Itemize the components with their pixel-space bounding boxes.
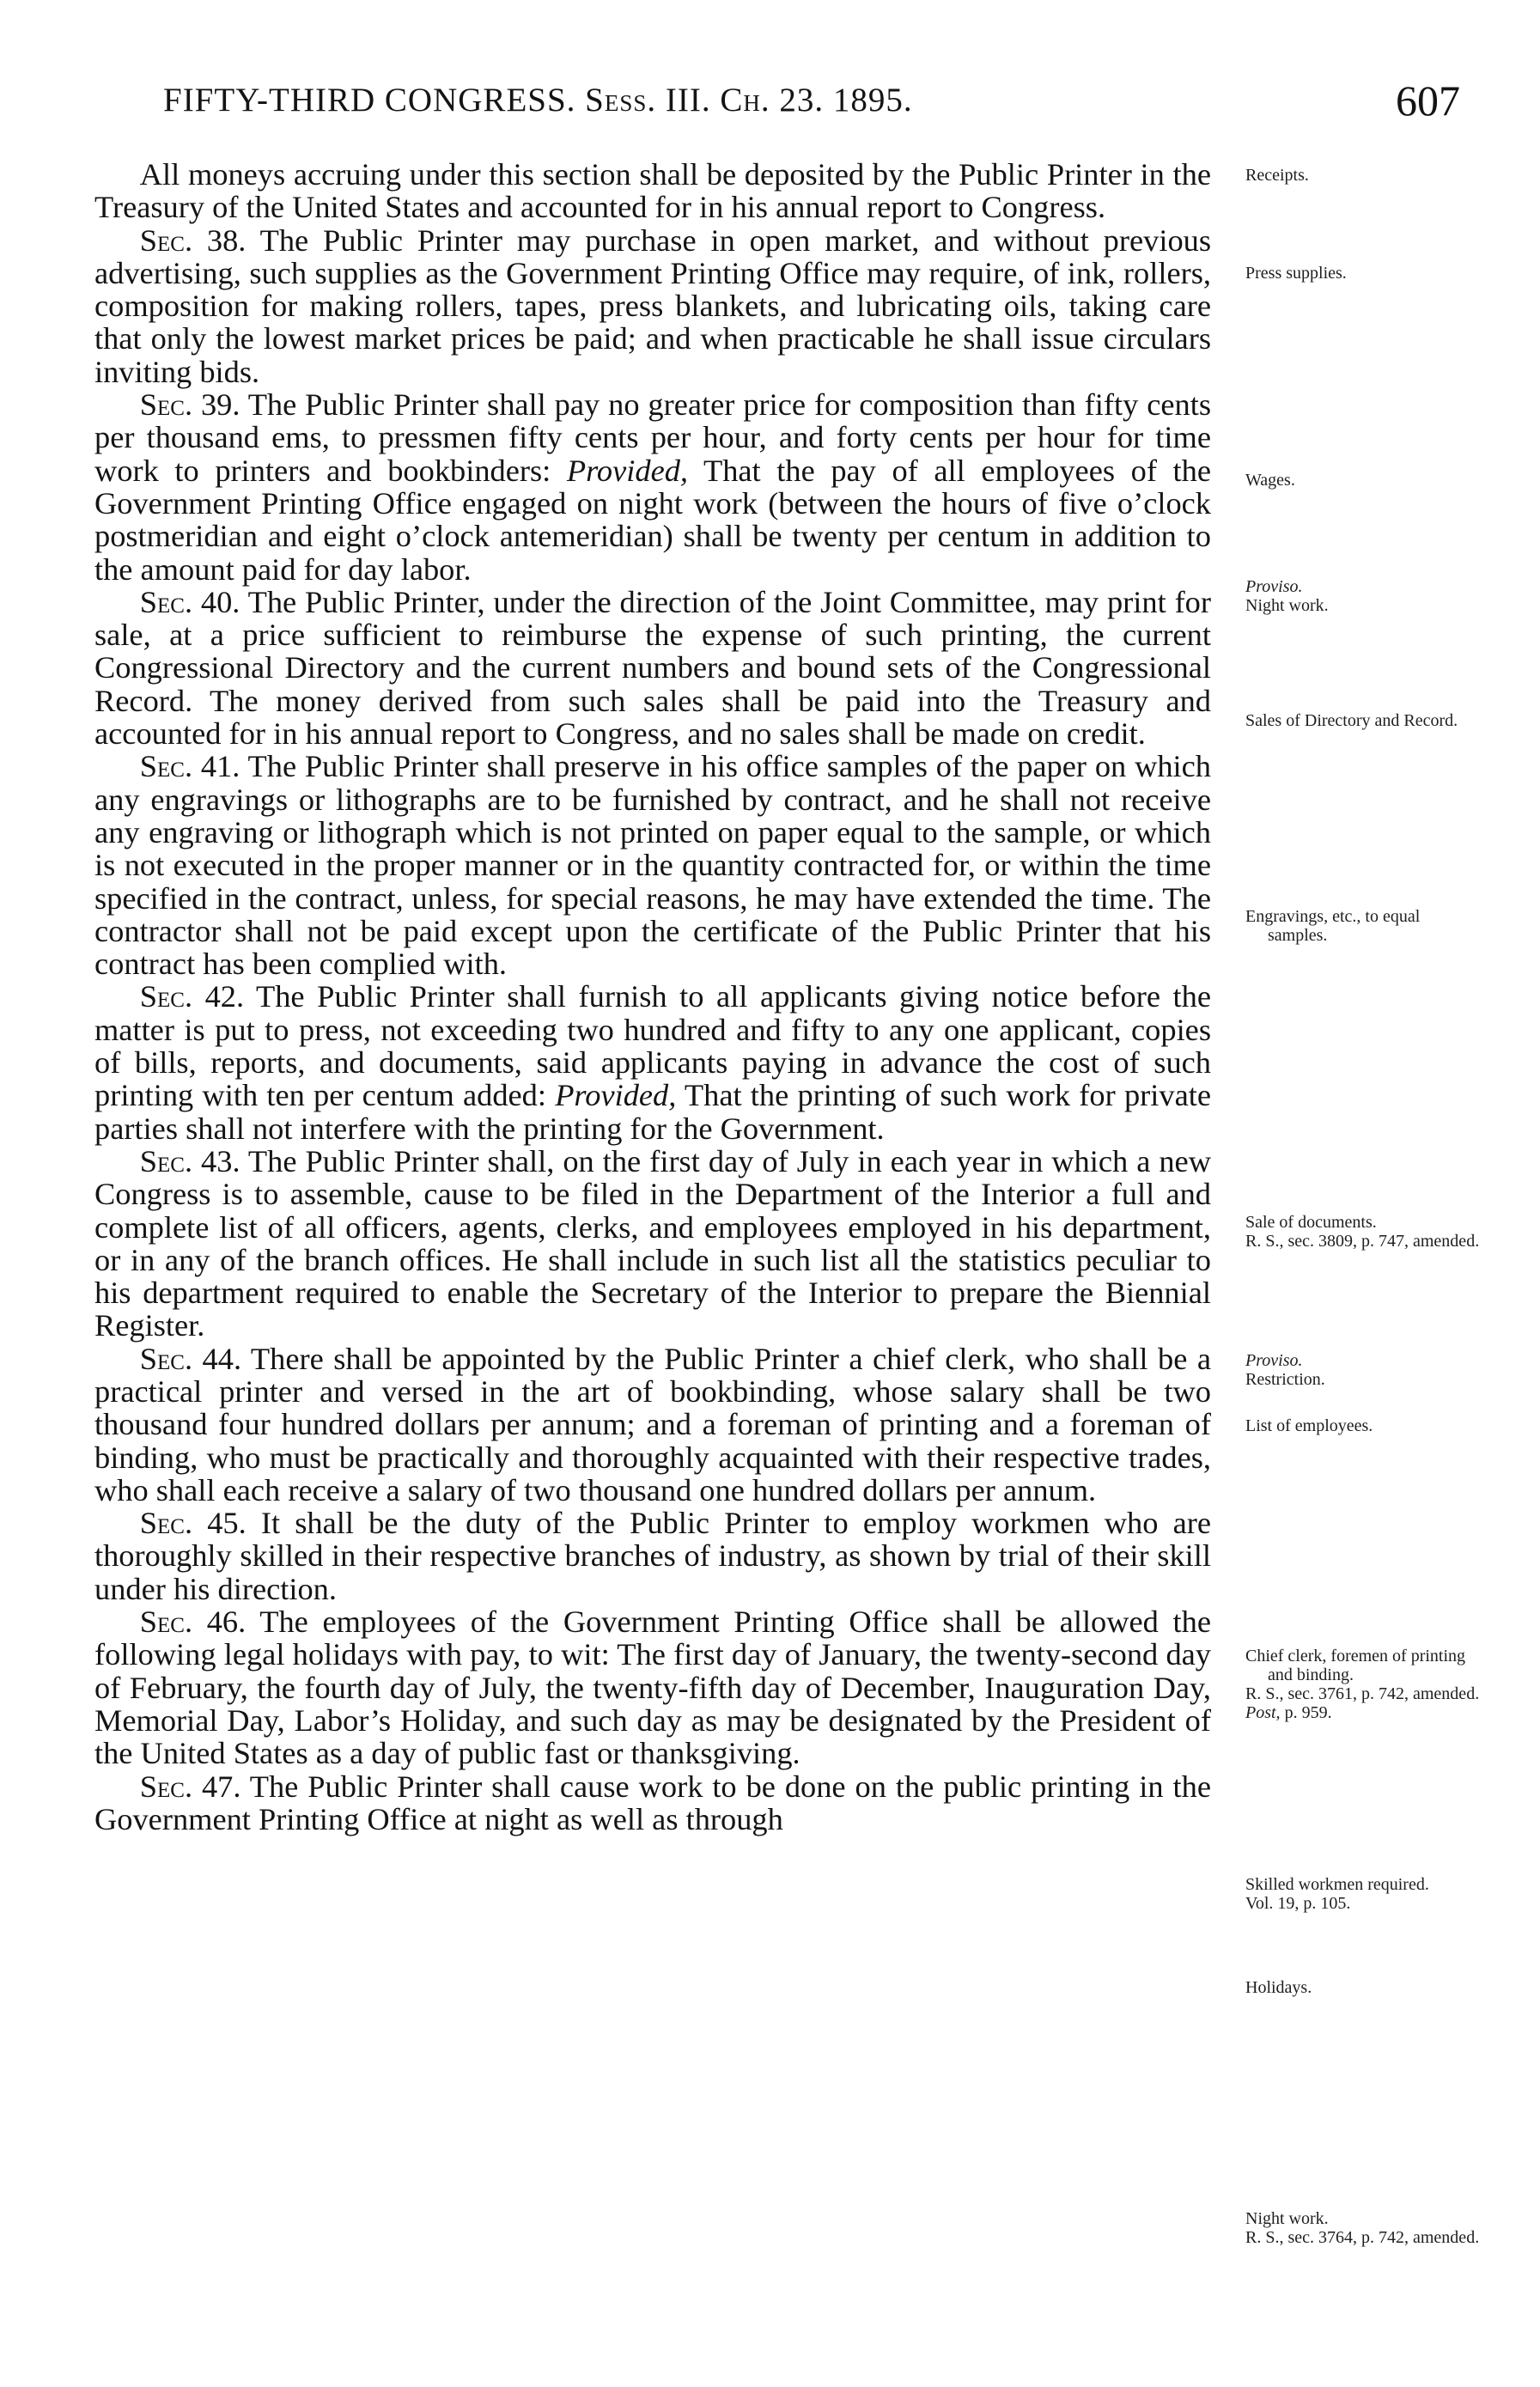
section-39: [94, 388, 1211, 586]
margin-note-skilled-workmen: [1245, 1875, 1477, 1913]
margin-note-line: Chief clerk, foremen of printing and binding.: [1245, 1647, 1466, 1684]
margin-note-night-work: [1245, 2209, 1486, 2247]
margin-note-line: Night work.: [1245, 2209, 1329, 2228]
section-43: [94, 1145, 1211, 1343]
proviso-word: Provided,: [555, 1078, 677, 1113]
margin-note-proviso: [1245, 577, 1503, 596]
section-text: The Public Printer shall furnish to all applicants giving notice before the matter is put to press, not exceeding two hundred and fifty to any one applicant, copies of bills, reports, and documents, said applicants paying in advance the cost of such printing with ten per centum added:: [94, 979, 1211, 1113]
margin-note-proviso-restriction: [1245, 1351, 1503, 1389]
section-number: Sec. 40.: [139, 584, 240, 619]
margin-note-citation: R. S., sec. 3764, p. 742, amended.: [1245, 2228, 1480, 2247]
margin-note-line: Holidays.: [1245, 1978, 1312, 1997]
section-text: The Public Printer, under the direction of the Joint Committee, may print for sale, at a price sufficient to reimburse the expense of such printing, the current Congressional Directory and the current numbers and bound sets of the Congressional Record. The money derived from such sales shall be paid into the Treasury and accounted for in his annual report to Congress, and no sales shall be made on credit.: [94, 584, 1212, 752]
margin-note-list-of-employees: [1245, 1416, 1503, 1435]
margin-note-wages: [1245, 471, 1503, 490]
paragraph-receipts: [94, 158, 1211, 224]
section-text: There shall be appointed by the Public Printer a chief clerk, who shall be a practical printer and versed in the art of bookbinding, whose salary shall be two thousand four hundred dollars per annum; and a foreman of printing and a foreman of binding, who must be practically and thoroughly acquainted with their respective trades, who shall each receive a salary of two thousand one hundred dollars per annum.: [94, 1341, 1212, 1507]
margin-note-receipts: [1245, 166, 1503, 185]
margin-note-citation: Vol. 19, p. 105.: [1245, 1894, 1351, 1913]
section-text: It shall be the duty of the Public Printer to employ workmen who are thoroughly skilled in their respective branches of industry, as shown by trial of their skill under his direction.: [94, 1506, 1211, 1606]
section-text: The Public Printer may purchase in open market, and without previous advertising, such supplies as the Government Printing Office may require, of ink, rollers, composition for making rollers, tapes, press blankets, and lubricating oils, taking care that only the lowest market prices be paid; and when practicable he shall issue circulars inviting bids.: [94, 222, 1211, 389]
margin-note-sale-of-documents: [1245, 1213, 1486, 1251]
margin-note-chief-clerk: [1245, 1647, 1486, 1722]
section-number: Sec. 39.: [139, 387, 240, 423]
section-38: [94, 224, 1211, 388]
page-number: 607: [1396, 76, 1460, 125]
running-title: FIFTY-THIRD CONGRESS. Sess. III. Ch. 23. 1895.: [163, 82, 913, 119]
post-word: Post,: [1245, 1703, 1281, 1722]
section-number: Sec. 42.: [139, 979, 245, 1014]
section-number: Sec. 46.: [139, 1605, 247, 1640]
section-47: [94, 1770, 1211, 1836]
margin-note-line: List of employees.: [1245, 1416, 1373, 1435]
section-42: [94, 980, 1211, 1144]
margin-note-sales-directory: [1245, 711, 1477, 730]
section-text: The Public Printer shall pay no greater price for composition than fifty cents per thousand ems, to pressmen fifty cents per hour, and forty cents per hour for time work to printers and bookbinders:: [94, 387, 1212, 488]
section-number: Sec. 44.: [139, 1341, 242, 1376]
margin-note-line: Sales of Directory and Record.: [1245, 711, 1458, 730]
proviso-word: Proviso.: [1245, 577, 1303, 596]
section-text: The Public Printer shall, on the first day of July in each year in which a new Congress is to assemble, cause to be filed in the Department of the Interior a full and complete list of all officers, agents, clerks, and employees employed in his department, or in any of the branch offices. He shall include in such list all the statistics peculiar to his department required to enable the Secretary of the Interior to prepare the Biennial Register.: [94, 1143, 1211, 1343]
page-header: [163, 76, 1460, 131]
section-45: [94, 1507, 1211, 1605]
section-text: The Public Printer shall cause work to be done on the public printing in the Government Printing Office at night as well as through: [94, 1769, 1211, 1836]
statute-text: [94, 158, 1211, 1836]
section-44: [94, 1343, 1211, 1507]
margin-note-press-supplies: [1245, 264, 1503, 283]
paragraph-text: All moneys accruing under this section shall be deposited by the Public Printer in the Treasury of the United States and accounted for in his annual report to Congress.: [94, 157, 1211, 225]
margin-note-holidays: [1245, 1978, 1503, 1997]
margin-note-line: Engravings, etc., to equal samples.: [1245, 907, 1421, 945]
section-text-tail: That the pay of all employees of the Government Printing Office engaged on night work (between the hours of five o’clock postmeridian and eight o’clock antemeridian) shall be twenty per centum in addition to the amount paid for day labor.: [94, 453, 1211, 587]
section-text: The Public Printer shall preserve in his office samples of the paper on which any engravings or lithographs are to be furnished by contract, and he shall not receive any engraving or lithograph which is not printed on paper equal to the sample, or which is not executed in the proper manner or in the quantity contracted for, or within the time specified in the contract, unless, for special reasons, he may have extended the time. The contractor shall not be paid except upon the certificate of the Public Printer that his contract has been complied with.: [94, 749, 1211, 982]
section-text-tail: That the printing of such work for private parties shall not interfere with the printing for the Government.: [94, 1078, 1211, 1146]
section-number: Sec. 43.: [139, 1143, 240, 1178]
proviso-word: Proviso.: [1245, 1351, 1303, 1370]
section-41: [94, 750, 1211, 980]
margin-note-proviso: [1245, 1351, 1503, 1370]
margin-note-line: Night work.: [1245, 596, 1329, 615]
section-number: Sec. 41.: [139, 749, 240, 784]
margin-note-citation: R. S., sec. 3761, p. 742, amended.: [1245, 1684, 1480, 1703]
margin-note-line: Sale of documents.: [1245, 1213, 1377, 1232]
section-40: [94, 586, 1211, 750]
margin-note-line: Skilled workmen required.: [1245, 1875, 1429, 1894]
margin-note-line: Press supplies.: [1245, 264, 1347, 283]
section-number: Sec. 38.: [139, 222, 247, 258]
margin-note-engravings: [1245, 907, 1477, 945]
proviso-word: Provided,: [566, 453, 689, 488]
margin-note-post: [1245, 1703, 1486, 1722]
margin-note-line: Receipts.: [1245, 166, 1309, 185]
margin-note-citation: R. S., sec. 3809, p. 747, amended.: [1245, 1232, 1480, 1251]
section-text: The employees of the Government Printing Office shall be allowed the following legal holidays with pay, to wit: The first day of January, the twenty-second day of February, the fourth day of July, the twenty-fifth day of December, Inauguration Day, Memorial Day, Labor’s Holiday, and such day as may be designated by the President of the United States as a day of public fast or thanksgiving.: [94, 1605, 1211, 1771]
section-number: Sec. 47.: [139, 1769, 241, 1804]
section-46: [94, 1605, 1211, 1769]
margin-note-line: Wages.: [1245, 471, 1295, 490]
margin-note-proviso-night-work: [1245, 577, 1503, 615]
margin-note-line: Restriction.: [1245, 1370, 1325, 1389]
post-page: p. 959.: [1280, 1703, 1332, 1722]
section-number: Sec. 45.: [139, 1506, 247, 1541]
